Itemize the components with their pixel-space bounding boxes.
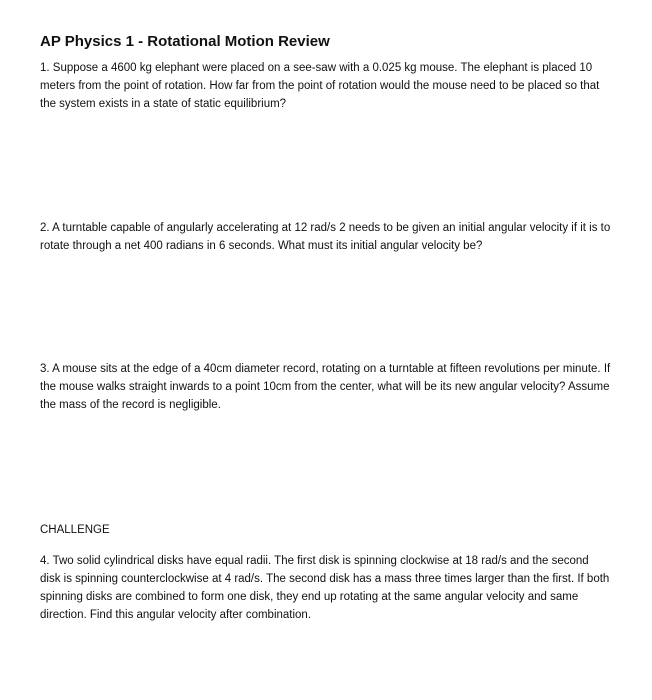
question-2: 2. A turntable capable of angularly accelerating at 12 rad/s 2 needs to be given an initial angular velocity if it is to rotate through a net 400 radians in 6 seconds. What must its initial angular velocity be? [40,222,611,252]
question-4: 4. Two solid cylindrical disks have equal radii. The first disk is spinning clockwise at 18 rad/s and the second disk is spinning counterclockwise at 4 rad/s. The second disk has a mass three times larger than the first. If both spinning disks are combined to form one disk, they end up rotating at the same angular velocity and same direction. Find this angular velocity after combination. [40,555,610,621]
page-title: AP Physics 1 - Rotational Motion Review [40,33,330,51]
challenge-heading: CHALLENGE [40,524,110,536]
question-3: 3. A mouse sits at the edge of a 40cm diameter record, rotating on a turntable at fifteen revolutions per minute. If the mouse walks straight inwards to a point 10cm from the center, what will be its new angular velocity? Assume the mass of the record is negligible. [40,363,611,411]
question-1: 1. Suppose a 4600 kg elephant were placed on a see-saw with a 0.025 kg mouse. The elephant is placed 10 meters from the point of rotation. How far from the point of rotation would the mouse need to be placed so that the system exists in a state of static equilibrium? [40,62,600,110]
